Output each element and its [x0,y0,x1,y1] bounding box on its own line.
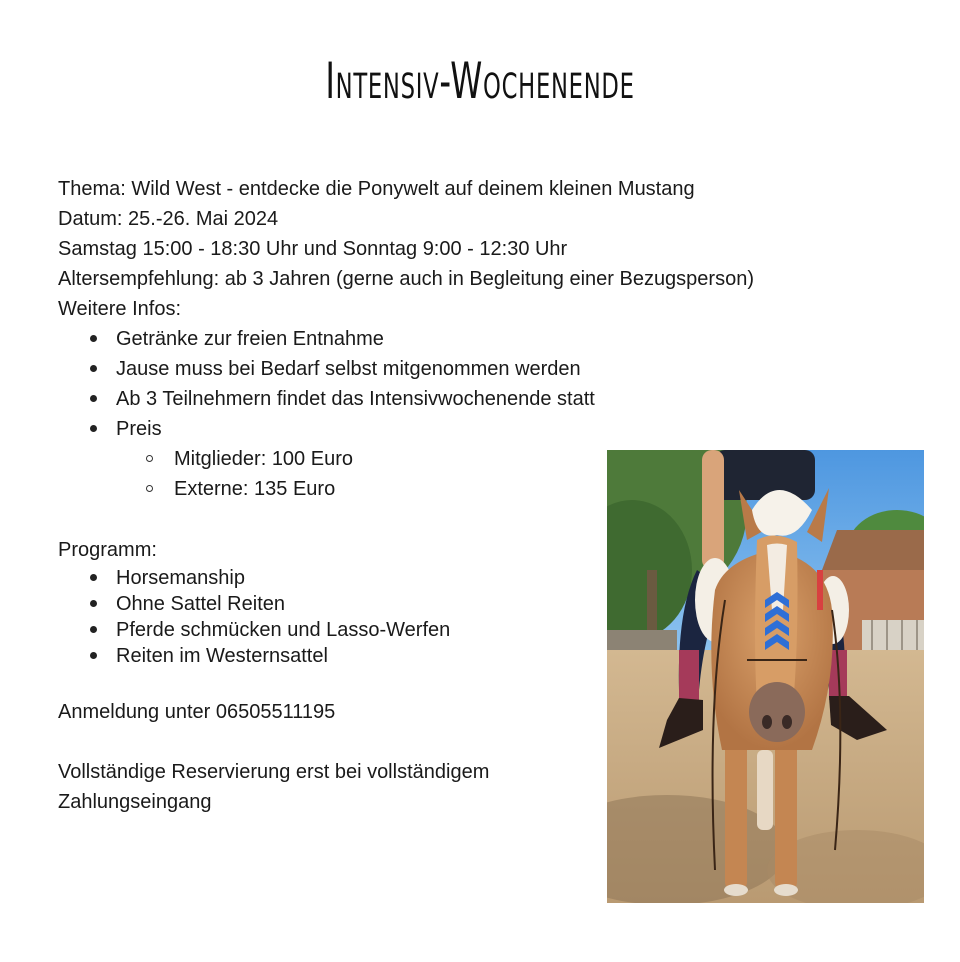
bullet-dot [90,335,97,342]
list-item: Getränke zur freien Entnahme [116,328,384,350]
list-item: Reiten im Westernsattel [116,645,328,667]
price-item: Externe: 135 Euro [174,478,336,500]
list-item: Pferde schmücken und Lasso-Werfen [116,619,451,641]
info-thema: Thema: Wild West - entdecke die Ponywelt auf deinem kleinen Mustang [58,178,695,200]
bullet-circle [146,485,153,492]
bullet-dot [90,365,97,372]
list-item: Horsemanship [116,567,245,589]
list-item: Jause muss bei Bedarf selbst mitgenommen werden [116,358,581,380]
bullet-dot [90,652,97,659]
bullet-dot [90,395,97,402]
list-item: Ab 3 Teilnehmern findet das Intensivwochenende statt [116,388,595,410]
info-zeiten: Samstag 15:00 - 18:30 Uhr und Sonntag 9:00 - 12:30 Uhr [58,238,568,260]
programm-label: Programm: [58,539,157,561]
list-item: Preis [116,418,162,440]
bullet-dot [90,626,97,633]
list-item: Ohne Sattel Reiten [116,593,285,615]
bullet-dot [90,425,97,432]
price-item: Mitglieder: 100 Euro [174,448,353,470]
reservierung-line-2: Zahlungseingang [58,791,212,813]
reservierung-line-1: Vollständige Reservierung erst bei vollständigem [58,761,490,783]
bullet-dot [90,574,97,581]
info-weitere-label: Weitere Infos: [58,298,182,320]
page-title: Intensiv-Wochenende [325,52,635,110]
bullet-circle [146,455,153,462]
anmeldung: Anmeldung unter 06505511195 [58,701,336,723]
info-datum: Datum: 25.-26. Mai 2024 [58,208,279,230]
info-alter: Altersempfehlung: ab 3 Jahren (gerne auch in Begleitung einer Bezugsperson) [58,268,754,290]
horse-photo [607,450,924,903]
bullet-dot [90,600,97,607]
